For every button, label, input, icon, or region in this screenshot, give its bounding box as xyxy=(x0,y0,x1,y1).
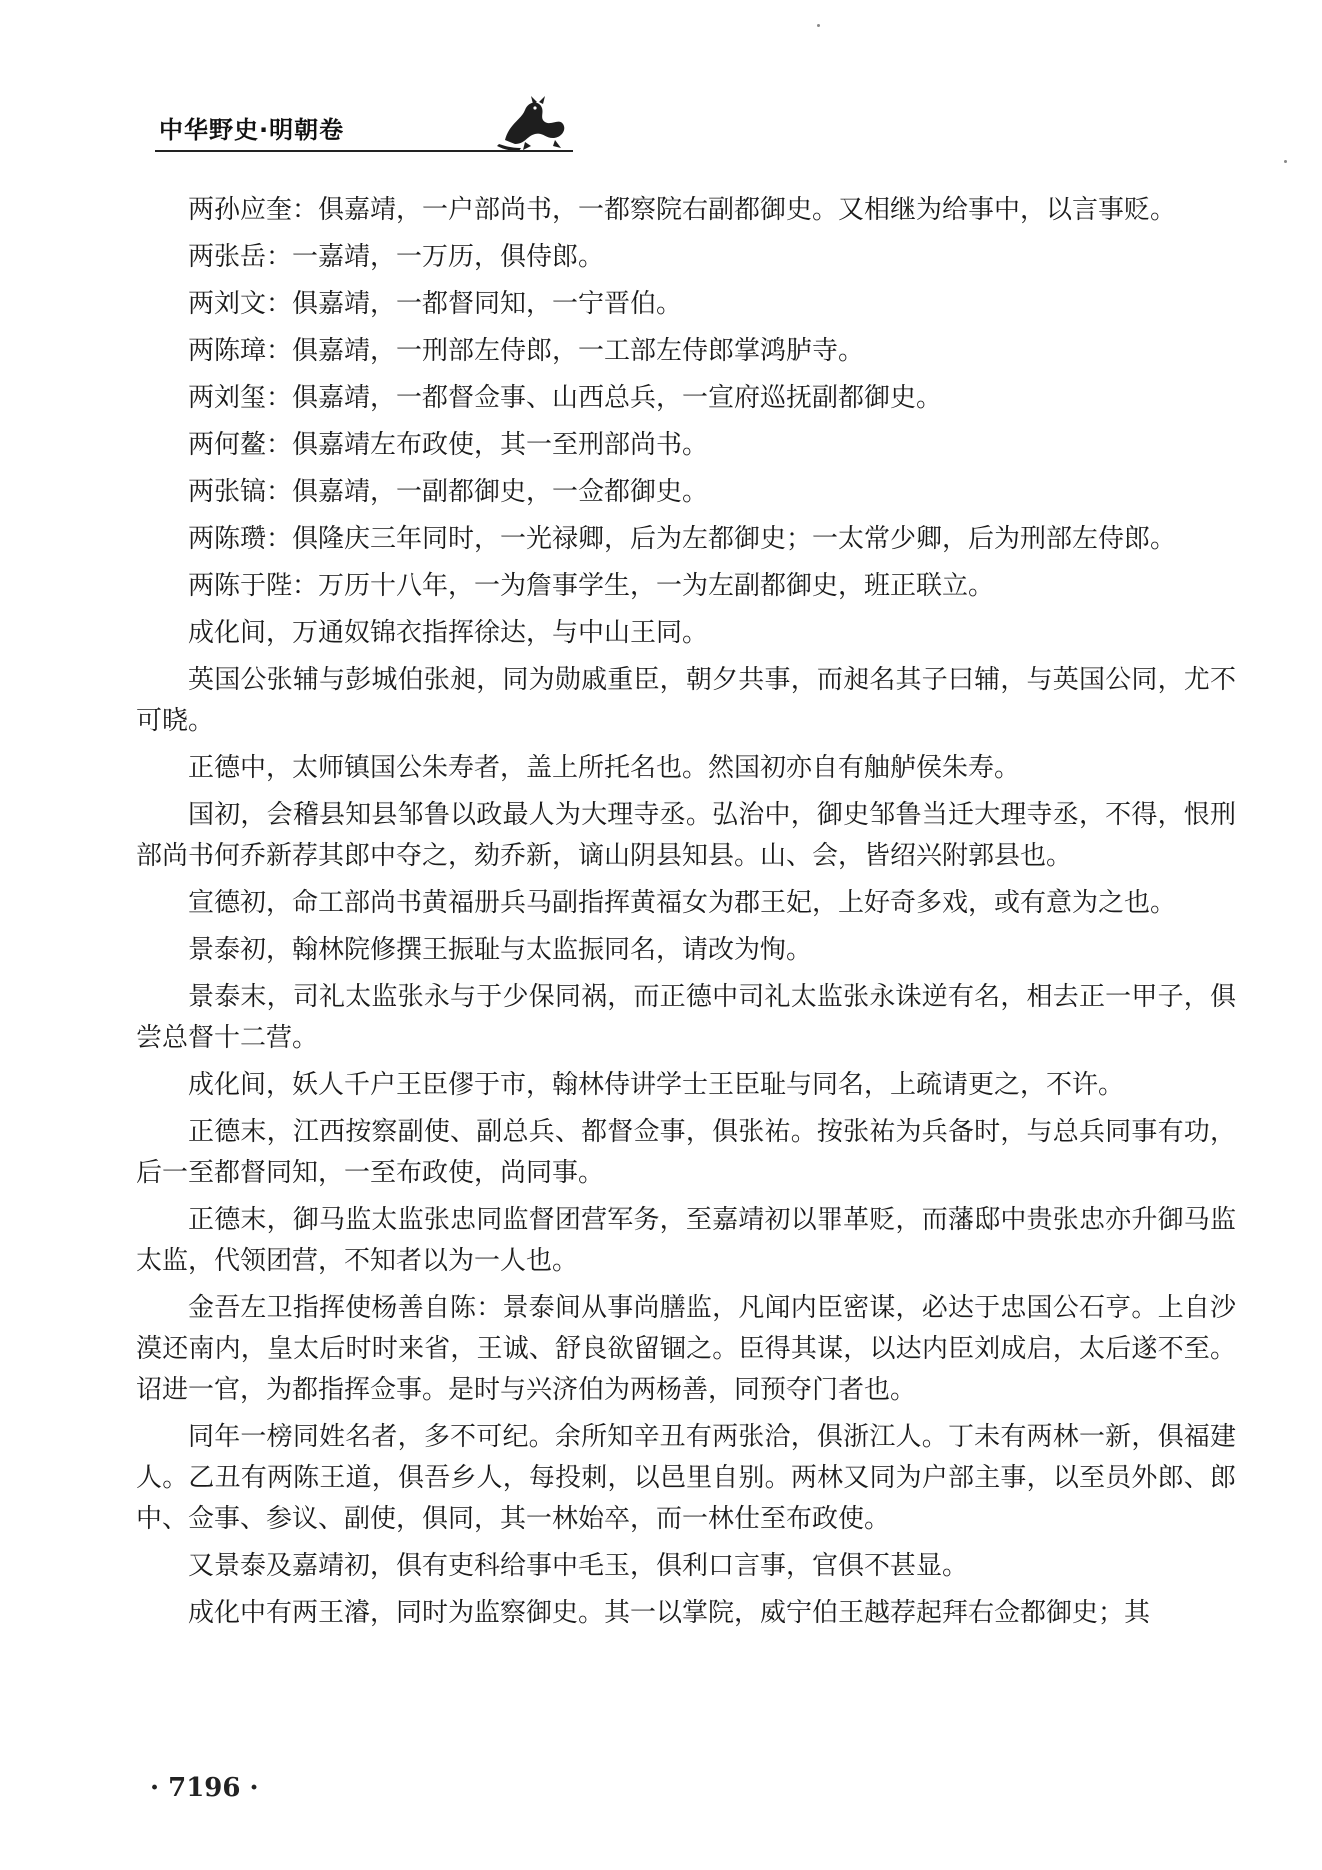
page-header xyxy=(155,94,573,156)
paragraph: 正德末，御马监太监张忠同监督团营军务，至嘉靖初以罪革贬，而藩邸中贵张忠亦升御马监太监，代领团营，不知者以为一人也。 xyxy=(136,1205,1236,1276)
paragraph: 两刘文：俱嘉靖，一都督同知，一宁晋伯。 xyxy=(188,289,683,319)
paragraph: 两孙应奎：俱嘉靖，一户部尚书，一都察院右副都御史。又相继为给事中，以言事贬。 xyxy=(188,195,1177,225)
paragraph: 正德末，江西按察副使、副总兵、都督佥事，俱张祐。按张祐为兵备时，与总兵同事有功，后一至都督同知，一至布政使，尚同事。 xyxy=(136,1117,1236,1188)
paragraph: 两陈璋：俱嘉靖，一刑部左侍郎，一工部左侍郎掌鸿胪寺。 xyxy=(188,336,865,366)
paragraph: 成化间，万通奴锦衣指挥徐达，与中山王同。 xyxy=(188,618,709,648)
paragraph: 两张镐：俱嘉靖，一副都御史，一佥都御史。 xyxy=(188,477,709,507)
dragon-icon xyxy=(495,94,573,152)
paragraph: 两刘玺：俱嘉靖，一都督佥事、山西总兵，一宣府巡抚副都御史。 xyxy=(188,383,943,413)
paragraph: 又景泰及嘉靖初，俱有吏科给事中毛玉，俱利口言事，官俱不甚显。 xyxy=(188,1551,969,1581)
paragraph: 金吾左卫指挥使杨善自陈：景泰间从事尚膳监，凡闻内臣密谋，必达于忠国公石亨。上自沙漠还南内，皇太后时时来省，王诚、舒良欲留锢之。臣得其谋，以达内臣刘成启，太后遂不至。诏进一官，为都指挥佥事。是时与兴济伯为两杨善，同预夺门者也。 xyxy=(136,1293,1236,1405)
paragraph: 景泰初，翰林院修撰王振耻与太监振同名，请改为恂。 xyxy=(188,935,813,965)
page-number: · 7196 · xyxy=(150,1773,259,1803)
paragraph: 两陈瓒：俱隆庆三年同时，一光禄卿，后为左都御史；一太常少卿，后为刑部左侍郎。 xyxy=(188,524,1177,554)
scan-speck xyxy=(817,24,820,27)
paragraph: 成化间，妖人千户王臣僇于市，翰林侍讲学士王臣耻与同名，上疏请更之，不许。 xyxy=(188,1070,1125,1100)
header-rule xyxy=(155,150,573,152)
paragraph: 景泰末，司礼太监张永与于少保同祸，而正德中司礼太监张永诛逆有名，相去正一甲子，俱尝总督十二营。 xyxy=(136,982,1236,1053)
scan-speck xyxy=(1284,160,1287,163)
paragraph: 宣德初，命工部尚书黄福册兵马副指挥黄福女为郡王妃，上好奇多戏，或有意为之也。 xyxy=(188,888,1177,918)
paragraph: 成化中有两王濬，同时为监察御史。其一以掌院，威宁伯王越荐起拜右佥都御史；其 xyxy=(188,1598,1151,1628)
paragraph: 同年一榜同姓名者，多不可纪。余所知辛丑有两张洽，俱浙江人。丁未有两林一新，俱福建人。乙丑有两陈王道，俱吾乡人，每投刺，以邑里自别。两林又同为户部主事，以至员外郎、郎中、佥事、参议、副使，俱同，其一林始卒，而一林仕至布政使。 xyxy=(136,1422,1236,1534)
book-title: 中华野史·明朝卷 xyxy=(159,116,345,144)
body-text xyxy=(136,190,1236,1640)
paragraph: 国初，会稽县知县邹鲁以政最人为大理寺丞。弘治中，御史邹鲁当迁大理寺丞，不得，恨刑部尚书何乔新荐其郎中夺之，劾乔新，谪山阴县知县。山、会，皆绍兴附郭县也。 xyxy=(136,800,1236,871)
paragraph: 两陈于陛：万历十八年，一为詹事学生，一为左副都御史，班正联立。 xyxy=(188,571,995,601)
paragraph: 正德中，太师镇国公朱寿者，盖上所托名也。然国初亦自有舳舻侯朱寿。 xyxy=(188,753,1021,783)
paragraph: 两张岳：一嘉靖，一万历，俱侍郎。 xyxy=(188,242,605,272)
paragraph: 两何鳌：俱嘉靖左布政使，其一至刑部尚书。 xyxy=(188,430,709,460)
paragraph: 英国公张辅与彭城伯张昶，同为勋戚重臣，朝夕共事，而昶名其子曰辅，与英国公同，尤不可晓。 xyxy=(136,665,1236,736)
